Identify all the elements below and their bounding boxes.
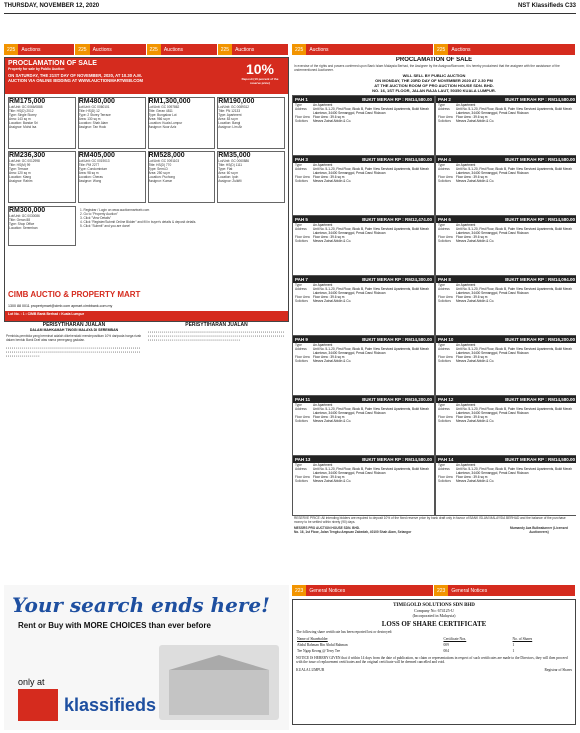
pah-floor: Floor Area : 39.6 sq m	[313, 414, 345, 419]
pah-solicitors: Messrs Zainal Abidin & Co.	[456, 238, 495, 243]
malay-body-right-filler: ▪ ▪ ▪ ▪ ▪ ▪ ▪ ▪ ▪ ▪ ▪ ▪ ▪ ▪ ▪ ▪ ▪ ▪ ▪ ▪ ▪ ▪ ▪ ▪ ▪ ▪ ▪ ▪ ▪ ▪ ▪ ▪ ▪ ▪ ▪ ▪ ▪ ▪ ▪ ▪ ▪ ▪ ▪ ▪ ▪ ▪ ▪ ▪ ▪ ▪ ▪ ▪ ▪ ▪ ▪ ▪ ▪ ▪ ▪ ▪ ▪ ▪ ▪ ▪ ▪ ▪ ▪ ▪ ▪ ▪ ▪ ▪ ▪ ▪ ▪ ▪ ▪ ▪ ▪ ▪ ▪ ▪ ▪ ▪ ▪ ▪ ▪ ▪ ▪ ▪ ▪ ▪ ▪ ▪ ▪ ▪ ▪ ▪ ▪ ▪ ▪ ▪ ▪ ▪ ▪ ▪ ▪ ▪ ▪ ▪ ▪ ▪ ▪ ▪ ▪ ▪ ▪ ▪ ▪ ▪ ▪ ▪ ▪ ▪ ▪ ▪ ▪ ▪ ▪ ▪ ▪ ▪ ▪ ▪ ▪ ▪ ▪ ▪ ▪ ▪ ▪ ▪ ▪ ▪ ▪ ▪ ▪ ▪ ▪ ▪ ▪ ▪ ▪ ▪ ▪ ▪ ▪ ▪ ▪ ▪ ▪ ▪ ▪ ▪ ▪ ▪ ▪ ▪ ▪ ▪ ▪ ▪ ▪ ▪ ▪ ▪ ▪ ▪ ▪ ▪ ▪ ▪	[148, 330, 285, 342]
cimb-proclamation	[4, 57, 289, 322]
pah-type-label: Type	[295, 163, 302, 167]
cimb-contact: 1300 88 0011 propertymart@cimb.com apmart.cimbbank.com.my	[8, 304, 113, 308]
pah-address-label: Address	[295, 166, 307, 171]
pah-listing[interactable]	[292, 215, 435, 276]
pah-floor: Floor Area : 39.6 sq m	[456, 234, 488, 239]
pah-header	[293, 336, 434, 343]
pah-solicitors: Messrs Zainal Abidin & Co.	[456, 178, 495, 183]
notice-registrar: Registrar of Shares	[544, 668, 572, 672]
pah-solicitors-label: Solicitors	[438, 238, 451, 243]
pah-number: PAH 8	[438, 277, 451, 282]
pah-header	[293, 156, 434, 163]
reserve-price-note: RESERVE PRICE: All intending bidders are required to deposit 10% of the fixed reserve price by bank draft only in favour of BANK ISLAM MALAYSIA BERHAD and the balance of the purchase money to be settled within ninety (90) days.	[294, 516, 566, 524]
pah-address-label: Address	[438, 226, 450, 231]
pah-solicitors-label: Solicitors	[438, 358, 451, 363]
pah-address-label: Address	[295, 286, 307, 291]
pah-solicitors: Messrs Zainal Abidin & Co.	[456, 418, 495, 423]
pah-address-label: Address	[438, 466, 450, 471]
cimb-listing[interactable]: RM528,000 Lot/Unit: GC 0091103 Title: HS(D) 770 Type: Semi-D Area: 250 sq m Location: Puchong Assignor: Kumar	[148, 151, 216, 203]
malay-proclamation-left	[4, 322, 144, 582]
pah-header	[293, 396, 434, 403]
pah-solicitors-label: Solicitors	[295, 178, 308, 183]
header-divider	[4, 13, 576, 14]
ad-brand: klassifieds	[64, 695, 157, 715]
right-category-tabs	[292, 44, 576, 55]
pah-solicitors-label: Solicitors	[295, 298, 308, 303]
pah-header	[293, 216, 434, 223]
cimb-line3: AUCTION VIA ONLINE BIDDING AT WWW.AUCTIONMARTWEB.COM	[8, 78, 143, 83]
pah-address: Unit No. 5-1-20, First Floor, Block B, Palm View Serviced Apartments, Bukit Merah Laketown, 34400 Semanggol, Perak Darul Ridzuan	[313, 406, 429, 415]
pah-address: Unit No. 5-1-20, First Floor, Block B, Palm View Serviced Apartments, Bukit Merah Laketown, 34400 Semanggol, Perak Darul Ridzuan	[313, 106, 429, 115]
pah-price: BUKIT MERAH RP : RM14,580.00	[362, 157, 432, 162]
share-table-header: Name of Shareholder Certificate Nos. No. of Shares	[297, 637, 533, 641]
pah-listing[interactable]	[292, 95, 435, 156]
malay-proclamation-right	[146, 322, 287, 582]
pah-listing[interactable]	[292, 455, 435, 516]
pah-solicitors: Messrs Zainal Abidin & Co.	[313, 478, 352, 483]
tab-auctions-4[interactable]: 225 Auctions	[218, 44, 289, 55]
pah-header	[436, 276, 576, 283]
pah-type-label: Type	[295, 403, 302, 407]
pah-type-label: Type	[295, 283, 302, 287]
malay-body-left: Pembida-pembida yang berminat adalah dikehendaki mendepositkan 10% daripada harga rizab dalam bentuk Bank Draf atas nama pemegang gadaian.	[6, 334, 142, 342]
cimb-title: PROCLAMATION OF SALE	[8, 60, 97, 67]
pah-floor: Floor Area : 39.6 sq m	[313, 114, 345, 119]
pah-address: Unit No. 5-1-20, First Floor, Block B, Palm View Serviced Apartments, Bukit Merah Laketown, 34400 Semanggol, Perak Darul Ridzuan	[456, 166, 572, 175]
pah-floor-label: Floor Area	[438, 294, 453, 299]
pah-floor-label: Floor Area	[295, 234, 310, 239]
pah-floor-label: Floor Area	[295, 114, 310, 119]
pah-number: PAH 12	[438, 397, 454, 402]
notice-company-no: Company No: 674125-U	[414, 608, 454, 613]
klassifieds-logo-mark	[18, 689, 58, 721]
left-category-tabs	[4, 44, 289, 55]
pah-floor: Floor Area : 39.6 sq m	[456, 414, 488, 419]
pah-floor: Floor Area : 39.6 sq m	[313, 474, 345, 479]
pah-header	[436, 216, 576, 223]
pah-floor-label: Floor Area	[438, 234, 453, 239]
pah-floor-label: Floor Area	[438, 474, 453, 479]
pah-header	[436, 96, 576, 103]
pah-address: Unit No. 5-1-20, First Floor, Block B, Palm View Serviced Apartments, Bukit Merah Laketown, 34400 Semanggol, Perak Darul Ridzuan	[456, 226, 572, 235]
pah-price: BUKIT MERAH RP : RM16,200.00	[362, 397, 432, 402]
pah-solicitors-label: Solicitors	[438, 298, 451, 303]
pah-floor-label: Floor Area	[438, 114, 453, 119]
deposit-percent: 10%	[245, 61, 275, 77]
pah-floor: Floor Area : 39.6 sq m	[456, 294, 488, 299]
pah-price: BUKIT MERAH RP : RM14,580.00	[505, 217, 575, 222]
table-row: Tee Ngap Keong @ Terry Tee 004 1	[297, 649, 515, 653]
pah-address: Unit No. 5-1-20, First Floor, Block B, Palm View Serviced Apartments, Bukit Merah Laketown, 34400 Semanggol, Perak Darul Ridzuan	[456, 346, 572, 355]
pah-type: An Apartment	[456, 163, 476, 167]
pah-address-label: Address	[438, 166, 450, 171]
pah-type-label: Type	[295, 223, 302, 227]
pah-number: PAH 4	[438, 157, 451, 162]
cimb-extra: RM300,000 Lot/Unit: GC 0030086 Title: Geran 88 Type: Shop Office Location: Seremban 1. Registrar / Login on www.auctionmartweb.com 2. Go to "Property Auction" 3. Click "View Details" 4. Click "Register/Submit Online Bidder" and fill in buyer's details & deposit details. 5. Click "Submit" and you are done!	[5, 206, 288, 246]
pah-price: BUKIT MERAH RP : RM14,580.00	[505, 157, 575, 162]
cimb-listing[interactable]: RM300,000 Lot/Unit: GC 0030086 Title: Geran 88 Type: Shop Office Location: Seremban	[8, 206, 76, 246]
table-row: Abdul Rahman Bin Abdul Rahman 009 1	[297, 643, 515, 647]
ad-only-at: only at	[18, 677, 45, 687]
malay-body-left-filler: ▪ ▪ ▪ ▪ ▪ ▪ ▪ ▪ ▪ ▪ ▪ ▪ ▪ ▪ ▪ ▪ ▪ ▪ ▪ ▪ ▪ ▪ ▪ ▪ ▪ ▪ ▪ ▪ ▪ ▪ ▪ ▪ ▪ ▪ ▪ ▪ ▪ ▪ ▪ ▪ ▪ ▪ ▪ ▪ ▪ ▪ ▪ ▪ ▪ ▪ ▪ ▪ ▪ ▪ ▪ ▪ ▪ ▪ ▪ ▪ ▪ ▪ ▪ ▪ ▪ ▪ ▪ ▪ ▪ ▪ ▪ ▪ ▪ ▪ ▪ ▪ ▪ ▪ ▪ ▪ ▪ ▪ ▪ ▪ ▪ ▪ ▪ ▪ ▪ ▪ ▪ ▪ ▪ ▪ ▪ ▪ ▪ ▪ ▪ ▪ ▪ ▪ ▪ ▪ ▪ ▪ ▪ ▪ ▪ ▪ ▪ ▪ ▪ ▪ ▪ ▪ ▪ ▪ ▪ ▪ ▪ ▪ ▪ ▪ ▪ ▪ ▪ ▪ ▪ ▪ ▪ ▪ ▪ ▪ ▪ ▪ ▪ ▪ ▪ ▪ ▪ ▪ ▪ ▪ ▪ ▪ ▪ ▪ ▪ ▪ ▪	[6, 346, 141, 358]
pah-type-label: Type	[295, 463, 302, 467]
pah-type: An Apartment	[313, 103, 333, 107]
pah-type: An Apartment	[456, 403, 476, 407]
pah-header	[293, 96, 434, 103]
pah-type: An Apartment	[313, 283, 333, 287]
malay-title-left: PERISYTIHARAN JUALAN	[42, 322, 106, 328]
pah-type: An Apartment	[456, 283, 476, 287]
pah-address: Unit No. 5-1-20, First Floor, Block B, Palm View Serviced Apartments, Bukit Merah Laketown, 34400 Semanggol, Perak Darul Ridzuan	[313, 346, 429, 355]
pah-number: PAH 11	[295, 397, 311, 402]
pah-solicitors: Messrs Zainal Abidin & Co.	[313, 178, 352, 183]
pah-address: Unit No. 5-1-20, First Floor, Block B, Palm View Serviced Apartments, Bukit Merah Laketown, 34400 Semanggol, Perak Darul Ridzuan	[456, 466, 572, 475]
pah-type: An Apartment	[313, 463, 333, 467]
pah-floor-label: Floor Area	[295, 414, 310, 419]
pah-number: PAH 6	[438, 217, 451, 222]
pah-listing[interactable]	[292, 275, 435, 336]
pah-number: PAH 9	[295, 337, 308, 342]
proc-sale-line1: WILL SELL BY PUBLIC AUCTION	[402, 73, 466, 78]
pah-floor-label: Floor Area	[295, 174, 310, 179]
tab-general-notices-2[interactable]: 223 General Notices	[434, 585, 576, 596]
pah-solicitors: Messrs Zainal Abidin & Co.	[456, 298, 495, 303]
pah-type: An Apartment	[456, 103, 476, 107]
cimb-listing[interactable]: RM175,000 Lot/Unit: GC 0066/0888 Title: HS(D) 2012 Type: Single Storey Area: 143 sq m Location: Bandar Sri Assignor: Mohd Isa	[8, 97, 76, 149]
pah-solicitors-label: Solicitors	[295, 418, 308, 423]
notice-title: LOSS OF SHARE CERTIFICATE	[381, 620, 487, 628]
tab-auctions-5[interactable]: 225 Auctions	[292, 44, 434, 55]
pah-type-label: Type	[438, 223, 445, 227]
pah-address: Unit No. 5-1-20, First Floor, Block B, Palm View Serviced Apartments, Bukit Merah Laketown, 34400 Semanggol, Perak Darul Ridzuan	[313, 466, 429, 475]
pah-price: BUKIT MERAH RP : RM14,580.00	[362, 337, 432, 342]
pah-address-label: Address	[295, 466, 307, 471]
pah-floor-label: Floor Area	[295, 354, 310, 359]
pah-address: Unit No. 5-1-20, First Floor, Block B, Palm View Serviced Apartments, Bukit Merah Laketown, 34400 Semanggol, Perak Darul Ridzuan	[313, 226, 429, 235]
cimb-listing[interactable]: RM405,000 Lot/Unit: GC 0019013 Title: PM 2277 Type: Condominium Area: 98 sq m Location: Cheras Assignor: Wong	[78, 151, 146, 203]
proc-sale-line4: NO. 16, 1ST FLOOR, JALAN RAJA LAUT, 50350 KUALA LUMPUR.	[372, 88, 496, 93]
pah-floor-label: Floor Area	[438, 414, 453, 419]
pah-solicitors: Messrs Zainal Abidin & Co.	[313, 118, 352, 123]
pah-listing[interactable]	[435, 335, 576, 396]
pah-solicitors: Messrs Zainal Abidin & Co.	[456, 118, 495, 123]
pah-solicitors-label: Solicitors	[438, 418, 451, 423]
pah-address-label: Address	[438, 406, 450, 411]
pah-type: An Apartment	[313, 343, 333, 347]
pah-floor: Floor Area : 39.6 sq m	[456, 174, 488, 179]
pah-floor: Floor Area : 39.6 sq m	[456, 354, 488, 359]
tab-auctions-6[interactable]: 225 Auctions	[434, 44, 576, 55]
notice-incorporated: (Incorporated in Malaysia)	[412, 613, 456, 618]
pah-price: BUKIT MERAH RP : RM14,580.00	[505, 97, 575, 102]
pah-number: PAH 13	[295, 457, 311, 462]
auctioneer-name: Mumandy Aza Bullwalunner (Licensed Auctioneers)	[510, 526, 568, 534]
pah-type: An Apartment	[313, 403, 333, 407]
pah-solicitors-label: Solicitors	[295, 478, 308, 483]
cimb-listing[interactable]: RM480,000 Lot/Unit: GC 0060101 Title: HS(D) 12 Type: 2 Storey Terrace Area: 130 sq m Location: Shah Alam Assignor: Tan Hock	[78, 97, 146, 149]
malay-title-right: PERISYTIHARAN JUALAN	[185, 322, 248, 328]
share-table	[296, 636, 572, 654]
header-date: THURSDAY, NOVEMBER 12, 2020	[4, 3, 100, 9]
pah-solicitors: Messrs Zainal Abidin & Co.	[313, 418, 352, 423]
cimb-property-grid	[5, 94, 288, 206]
pah-price: BUKIT MERAH RP : RM14,580.00	[505, 397, 575, 402]
general-notices	[292, 585, 576, 730]
pah-solicitors-label: Solicitors	[438, 118, 451, 123]
cimb-line1: Property for sale by Public Auction	[8, 67, 65, 71]
pah-price: BUKIT MERAH RP : RM24,300.00	[362, 277, 432, 282]
pah-price: BUKIT MERAH RP : RM12,474.00	[362, 217, 432, 222]
pah-floor-label: Floor Area	[295, 294, 310, 299]
cimb-listing[interactable]: RM35,000 Lot/Unit: GC 0060886 Title: HS(D) 1111 Type: Flat Area: 60 sq m Location: Ipoh Assignor: Zulkifli	[217, 151, 285, 203]
pah-floor-label: Floor Area	[438, 174, 453, 179]
pah-number: PAH 14	[438, 457, 454, 462]
cimb-company: CIMB AUCTIO & PROPERTY MART	[8, 290, 141, 299]
pah-address: Unit No. 5-1-20, First Floor, Block B, Palm View Serviced Apartments, Bukit Merah Laketown, 34400 Semanggol, Perak Darul Ridzuan	[456, 406, 572, 415]
pah-grid	[292, 95, 576, 515]
ad-headline: Your search ends here!	[12, 593, 270, 617]
pah-floor-label: Floor Area	[295, 474, 310, 479]
cimb-listing[interactable]: RM1,300,000 Lot/Unit: GC 0097862 Title: Geran 4811 Type: Bungalow Lot Area: 966 sq m Location: Kuala Lumpur Assignor: Noor Aziz	[148, 97, 216, 149]
pah-listing[interactable]	[435, 275, 576, 336]
proc-title: PROCLAMATION OF SALE	[395, 57, 473, 63]
pah-number: PAH 7	[295, 277, 308, 282]
pah-solicitors: Messrs Zainal Abidin & Co.	[456, 478, 495, 483]
pah-floor: Floor Area : 39.6 sq m	[313, 294, 345, 299]
auctioneer-firm: MESSRS PRO AUCTION HOUSE SDN. BHD.	[294, 526, 360, 530]
cimb-listing[interactable]: RM190,000 Lot/Unit: GC 0089312 Title: PN 12133 Type: Apartment Area: 83 sq m Location: Bangi Assignor: Lim Ah	[217, 97, 285, 149]
page-header	[4, 3, 576, 13]
pah-solicitors-label: Solicitors	[438, 478, 451, 483]
pah-type-label: Type	[295, 103, 302, 107]
pah-solicitors: Messrs Zainal Abidin & Co.	[313, 358, 352, 363]
proc-sale-info	[292, 73, 576, 93]
pah-type: An Apartment	[456, 343, 476, 347]
pah-price: BUKIT MERAH RP : RM16,200.00	[505, 337, 575, 342]
pah-listing[interactable]	[435, 395, 576, 456]
ad-house-image	[159, 645, 279, 720]
pah-address: Unit No. 5-1-20, First Floor, Block B, Palm View Serviced Apartments, Bukit Merah Laketown, 34400 Semanggol, Perak Darul Ridzuan	[456, 286, 572, 295]
pah-address: Unit No. 5-1-20, First Floor, Block B, Palm View Serviced Apartments, Bukit Merah Laketown, 34400 Semanggol, Perak Darul Ridzuan	[313, 286, 429, 295]
pah-type: An Apartment	[313, 223, 333, 227]
tab-auctions-2[interactable]: 225 Auctions	[75, 44, 146, 55]
notice-intro: The following share certificate has been reported lost or destroyed:	[296, 630, 393, 634]
pah-type-label: Type	[295, 343, 302, 347]
pah-number: PAH 10	[438, 337, 454, 342]
proc-sale-line3: AT THE AUCTION ROOM OF PRO AUCTION HOUSE SDN. BHD.	[374, 83, 494, 88]
pah-price: BUKIT MERAH RP : RM14,094.00	[505, 277, 575, 282]
pah-number: PAH 5	[295, 217, 308, 222]
pah-solicitors: Messrs Zainal Abidin & Co.	[313, 238, 352, 243]
pah-listing[interactable]	[292, 335, 435, 396]
tab-auctions-3[interactable]: 225 Auctions	[147, 44, 218, 55]
pah-type-label: Type	[438, 283, 445, 287]
pah-floor-label: Floor Area	[438, 354, 453, 359]
tab-auctions-1[interactable]: 225 Auctions	[4, 44, 75, 55]
proc-intro: In exercise of the rights and powers conferred upon Bank Islam Malaysia Berhad, the Assignee by the Assignor/Borrower, it is hereby proclaimed that the assignee with the assistance of the undermentioned Auctioneer.	[294, 64, 560, 72]
pah-solicitors: Messrs Zainal Abidin & Co.	[313, 298, 352, 303]
pah-type: An Apartment	[456, 463, 476, 467]
pah-price: BUKIT MERAH RP : RM14,580.00	[362, 97, 432, 102]
ad-subline: Rent or Buy with MORE CHOICES than ever before	[18, 621, 211, 630]
cimb-listing[interactable]: RM236,300 Lot/Unit: GC 0012998 Title: HS(M) 99 Type: Terrace Area: 120 sq m Location: Klang Assignor: Rahim	[8, 151, 76, 203]
pah-address-label: Address	[295, 106, 307, 111]
pah-header	[293, 276, 434, 283]
pah-type-label: Type	[438, 463, 445, 467]
pah-floor: Floor Area : 39.6 sq m	[313, 354, 345, 359]
cimb-line2: ON SATURDAY, THE 21ST DAY OF NOVEMBER, 2020, AT 10.30 A.M.	[8, 73, 142, 78]
notice-place: KUALA LUMPUR	[296, 668, 325, 672]
cimb-footer: Lot No. : 1 • CIMB Bank Berhad • Kuala Lumpur	[5, 311, 288, 321]
pah-floor: Floor Area : 39.6 sq m	[313, 234, 345, 239]
tab-general-notices-1[interactable]: 223 General Notices	[292, 585, 434, 596]
pah-solicitors: Messrs Zainal Abidin & Co.	[456, 358, 495, 363]
pah-header	[436, 396, 576, 403]
pah-header	[293, 456, 434, 463]
pah-price: BUKIT MERAH RP : RM14,580.00	[362, 457, 432, 462]
pah-header	[436, 456, 576, 463]
pah-listing[interactable]	[435, 215, 576, 276]
notice-body: NOTICE IS HEREBY GIVEN that if within 14 days from the date of publication, no claim or representations in respect of such certificates are made to the Directors, they will then proceed with the issue of replacement certificates and the original certificate will be deemed cancelled and void.	[296, 656, 568, 664]
cimb-banner	[5, 58, 288, 94]
pah-type: An Apartment	[313, 163, 333, 167]
pah-number: PAH 1	[295, 97, 308, 102]
pah-type: An Apartment	[456, 223, 476, 227]
header-section: NST Klassifieds C33	[517, 3, 576, 9]
pah-number: PAH 2	[438, 97, 451, 102]
bank-islam-proclamation	[292, 57, 576, 581]
pah-type-label: Type	[438, 403, 445, 407]
pah-header	[436, 156, 576, 163]
pah-type-label: Type	[438, 103, 445, 107]
notice-tabs	[292, 585, 576, 596]
pah-address-label: Address	[438, 286, 450, 291]
pah-floor: Floor Area : 39.6 sq m	[313, 174, 345, 179]
pah-solicitors-label: Solicitors	[438, 178, 451, 183]
pah-solicitors-label: Solicitors	[295, 358, 308, 363]
pah-listing[interactable]	[435, 95, 576, 156]
pah-price: BUKIT MERAH RP : RM14,580.00	[505, 457, 575, 462]
pah-listing[interactable]	[292, 155, 435, 216]
pah-address-label: Address	[295, 406, 307, 411]
auctioneer-address: No. 16, 1st Floor, Jalan Tengku Ampuan Zabedah, 40100 Shah Alam, Selangor	[294, 530, 412, 534]
proc-sale-line2: ON MONDAY, THE 23RD DAY OF NOVEMBER 2020 AT 2.30 PM	[375, 78, 493, 83]
pah-header	[436, 336, 576, 343]
malay-court-left: DALAM MAHKAMAH TINGGI MALAYA DI SEREMBAN	[29, 328, 119, 332]
pah-type-label: Type	[438, 343, 445, 347]
pah-number: PAH 3	[295, 157, 308, 162]
pah-listing[interactable]	[435, 155, 576, 216]
pah-listing[interactable]	[435, 455, 576, 516]
pah-solicitors-label: Solicitors	[295, 118, 308, 123]
pah-address: Unit No. 5-1-20, First Floor, Block B, Palm View Serviced Apartments, Bukit Merah Laketown, 34400 Semanggol, Perak Darul Ridzuan	[313, 166, 429, 175]
notice-company: TIMEGOLD SOLUTIONS SDN BHD	[393, 603, 475, 608]
pah-type-label: Type	[438, 163, 445, 167]
pah-address-label: Address	[438, 106, 450, 111]
pah-listing[interactable]	[292, 395, 435, 456]
pah-address-label: Address	[295, 346, 307, 351]
deposit-note: Deposit (10 percent of the reserve price)	[241, 77, 279, 85]
pah-solicitors-label: Solicitors	[295, 238, 308, 243]
pah-address-label: Address	[438, 346, 450, 351]
klassifieds-ad[interactable]	[4, 585, 289, 730]
pah-floor: Floor Area : 39.6 sq m	[456, 114, 488, 119]
pah-floor: Floor Area : 39.6 sq m	[456, 474, 488, 479]
pah-address: Unit No. 5-1-20, First Floor, Block B, Palm View Serviced Apartments, Bukit Merah Laketown, 34400 Semanggol, Perak Darul Ridzuan	[456, 106, 572, 115]
pah-address-label: Address	[295, 226, 307, 231]
